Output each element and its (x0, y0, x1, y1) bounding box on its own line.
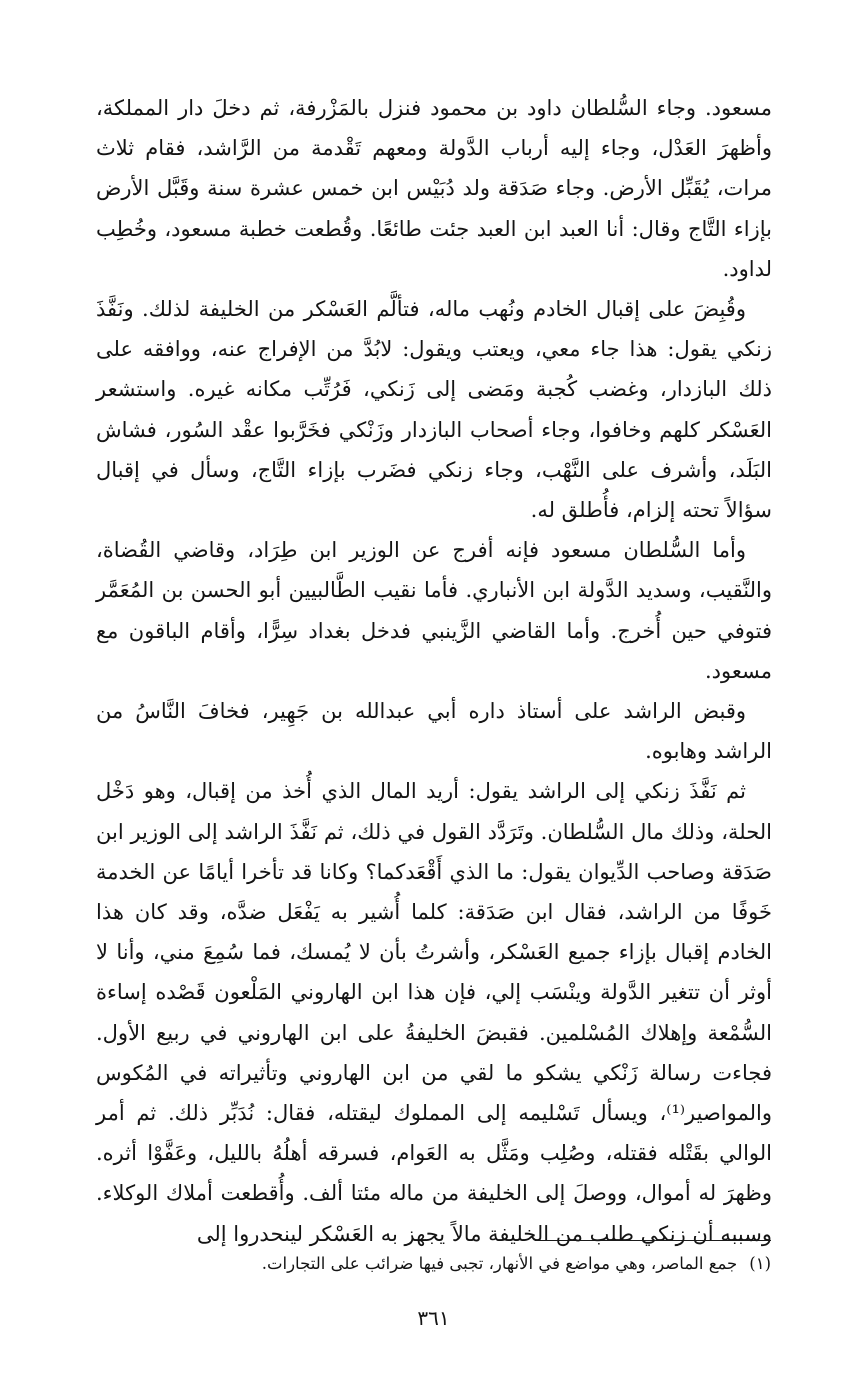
footnote-marker: (١) (749, 1254, 771, 1273)
paragraph-iqbal-arrest: وقُبِضَ على إقبال الخادم ونُهب ماله، فتألَّم العَسْكر من الخليفة لذلك. ونَفَّذَ زنكي يقول: هذا جاء معي، ويعتب ويقول: لابُدَّ من الإفراج عنه، ووافقه على ذلك البازدار، وغضب كُجبة ومَضى إلى زَنكي، فَرُتِّب مكانه غيره. واستشعر العَسْكر كلهم وخافوا، وجاء أصحاب البازدار وزَنْكي فخَرَّبوا عقْد السُور، فشاش البَلَد، وأشرف على النَّهْب، وجاء زنكي فضَرب بإزاء التَّاج، وسأل في إقبال سؤالاً تحته إلزام، فأُطلق له. (96, 297, 772, 523)
main-text-block (96, 88, 772, 1254)
paragraph-zanki-message: ثم نَفَّذَ زنكي إلى الراشد يقول: أريد المال الذي أُخذ من إقبال، وهو دَخْل الحلة، وذلك مال السُّلطان. وتَرَدَّد القول في ذلك، ثم نَفَّذَ الراشد إلى الوزير ابن صَدَقة وصاحب الدِّيوان يقول: ما الذي أَقْعَدكما؟ وكانا قد تأخرا أيامًا عن الخدمة خَوفًا من الراشد، فقال ابن صَدَقة: كلما أُشير به يَفْعَل ضدَّه، وقد كان هذا الخادم إقبال بإزاء جميع العَسْكر، وأشرتُ بأن لا يُمسك، فما سُمِعَ مني، وأنا لا أوثر أن تتغير الدَّولة وينْسَب إلي، فإن هذا ابن الهاروني المَلْعون قَصْده إساءة السُّمْعة وإهلاك المُسْلمين. فقبضَ الخليفةُ على ابن الهاروني في ربيع الأول. فجاءت رسالة زَنْكي يشكو ما لقي من ابن الهاروني وتأثيراته في المُكوس والمواصير⁽¹⁾، ويسأل تَسْليمه إلى المملوك ليقتله، فقال: نُدَبِّر ذلك. ثم أمر الوالي بقَتْله فقتله، وصُلِب ومَثَّل به العَوام، فسرقه أهلُهُ بالليل، وعَفَّوْا أثره. وظهرَ له أموال، ووصلَ إلى الخليفة من ماله مئتا ألف. وأُقطعت أملاك الوكلاء. وسببه أن زنكي طلب من الخليفة مالاً يجهز به العَسْكر لينحدروا إلى (96, 779, 772, 1246)
footnote (95, 1251, 771, 1277)
page-number: ٣٦١ (417, 1306, 450, 1330)
paragraph-sultan-dawud: مسعود. وجاء السُّلطان داود بن محمود فنزل بالمَزْرفة، ثم دخلَ دار المملكة، وأظهرَ العَدْل، وجاء إليه أرباب الدَّولة ومعهم تَقْدمة من الرَّاشد، فقام ثلاث مرات، يُقَبِّل الأرض. وجاء صَدَقة ولد دُبَيْس ابن خمس عشرة سنة وقَبَّل الأرض بإزاء التَّاج وقال: أنا العبد ابن العبد جئت طائعًا. وقُطعت خطبة مسعود، وخُطِب لداود. (96, 96, 772, 281)
paragraph-ibn-jahir: وقبض الراشد على أستاذ داره أبي عبدالله بن جَهِير، فخافَ النَّاسُ من الراشد وهابوه. (96, 699, 772, 764)
footnote-text: جمع الماصر، وهي مواضع في الأنهار، تجبى فيها ضرائب على التجارات. (261, 1254, 738, 1273)
footnote-separator (535, 1240, 771, 1241)
paragraph-sultan-masud: وأما السُّلطان مسعود فإنه أفرج عن الوزير ابن طِرَاد، وقاضي القُضاة، والنَّقيب، وسديد الدَّولة ابن الأنباري. فأما نقيب الطَّالبيين أبو الحسن بن المُعَمَّر فتوفي حين أُخرج. وأما القاضي الزَّينبي فدخل بغداد سِرًّا، وأقام الباقون مع مسعود. (96, 538, 772, 683)
